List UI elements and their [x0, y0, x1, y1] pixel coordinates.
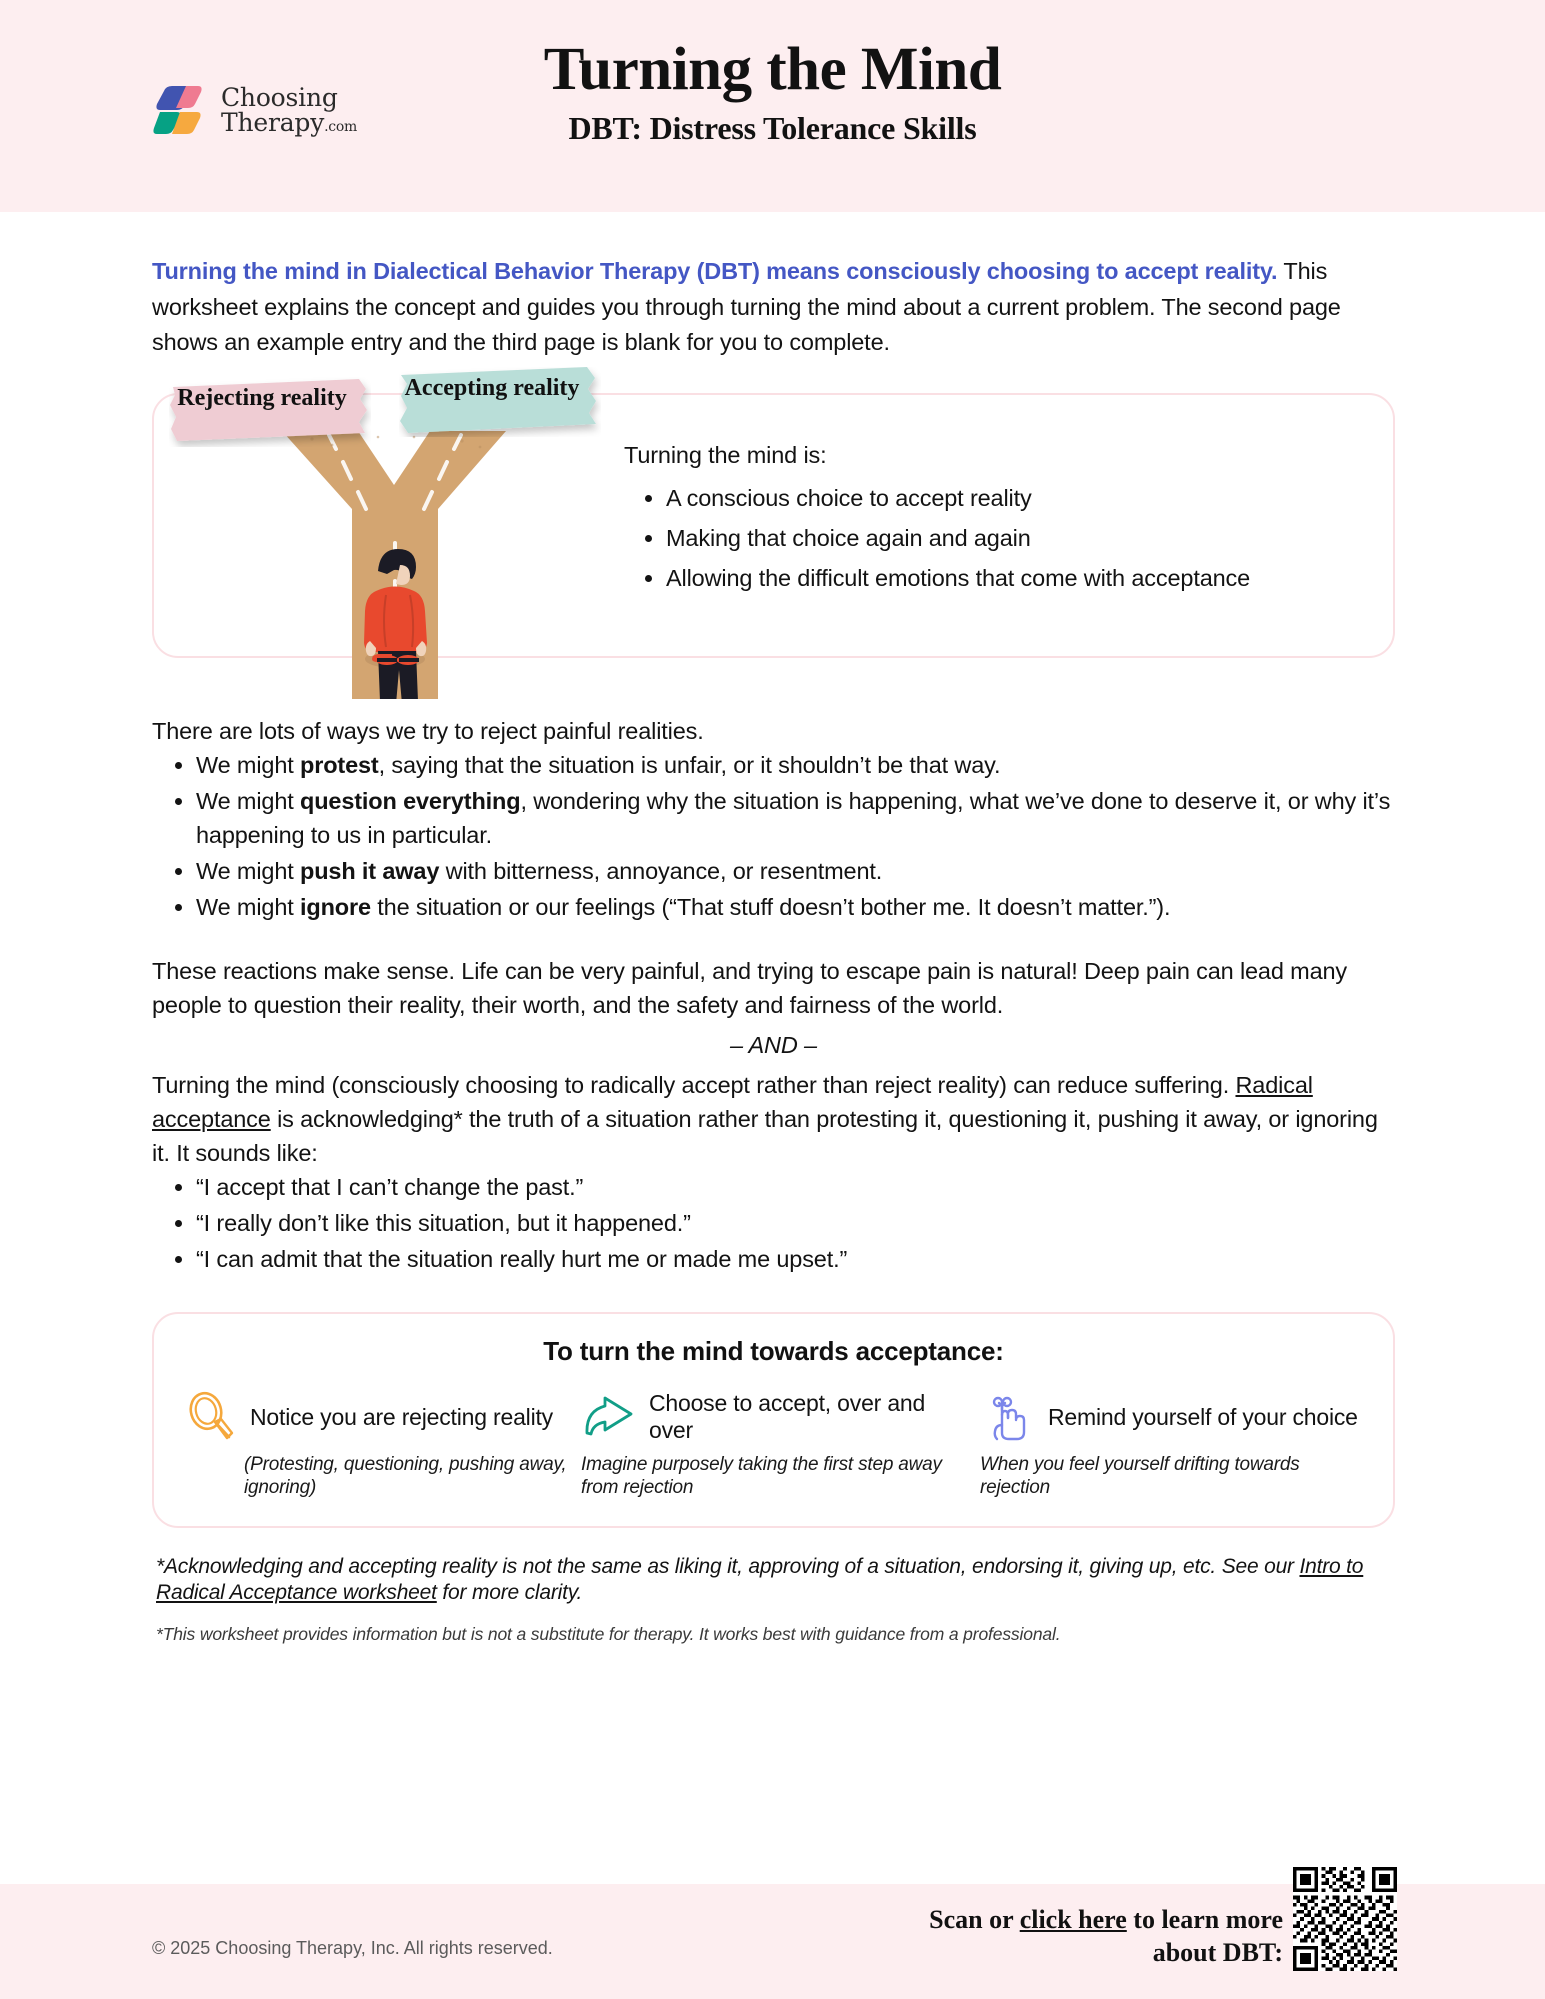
accepting-reality-label-text: Accepting reality	[404, 375, 580, 402]
turn-the-mind-steps-card	[152, 1312, 1395, 1528]
reject-intro-line: There are lots of ways we try to reject painful realities.	[152, 718, 704, 745]
brand-logo-dotcom: .com	[324, 119, 357, 135]
intro-paragraph	[152, 254, 1395, 361]
turning-the-mind-list	[624, 443, 1373, 598]
intro-rest: This worksheet explains the concept and guides you through turning the mind about a current problem. The second page shows an example entry and the third page is blank for you to complete.	[152, 258, 1341, 356]
acknowledging-disclaimer: *Acknowledging and accepting reality is not the same as liking it, approving of a situation, endorsing it, giving up, etc. See our Intro to Radical Acceptance worksheet for more clarity.	[156, 1554, 1364, 1604]
accepting-reality-tape-label	[399, 367, 601, 437]
list-item: • “I really don’t like this situation, but it happened.”	[196, 1206, 1395, 1240]
and-divider: – AND –	[730, 1031, 817, 1058]
radical-acceptance-link[interactable]: Radical acceptance	[152, 1071, 1313, 1132]
copyright-text: © 2025 Choosing Therapy, Inc. All rights reserved.	[152, 1938, 553, 1958]
page-body	[0, 254, 1545, 1645]
scan-line2: about DBT:	[1152, 1937, 1283, 1967]
step-notice	[182, 1389, 567, 1500]
magnifying-glass-icon	[182, 1389, 238, 1445]
list-item: • We might ignore the situation or our feelings (“That stuff doesn’t bother me. It doesn’t matter.”).	[196, 890, 1395, 924]
list-item: • “I can admit that the situation really hurt me or made me upset.”	[196, 1242, 1395, 1276]
step-header	[980, 1389, 1365, 1445]
turning-the-mind-bullets	[666, 479, 1373, 599]
rejecting-reality-tape-label	[169, 377, 371, 447]
scan-line1: Scan or click here to learn more	[929, 1905, 1283, 1934]
brand-logo	[150, 82, 357, 138]
intro-lead: Turning the mind in Dialectical Behavior Therapy (DBT) means consciously choosing to accept reality.	[152, 258, 1278, 284]
brand-logo-line1: Choosing	[221, 83, 338, 112]
scan-callout	[929, 1904, 1283, 1969]
rejecting-reality-label-text: Rejecting reality	[177, 385, 347, 412]
list-item: • Making that choice again and again	[666, 519, 1373, 559]
list-item: • A conscious choice to accept reality	[666, 479, 1373, 519]
turning-paragraph: Turning the mind (consciously choosing to radically accept rather than reject reality) can reduce suffering. Radical acceptance is acknowledging* the truth of a situation rather than protesting it, questioning it, pushing it away, or ignoring it. It sounds like:	[152, 1071, 1378, 1166]
reject-bullets	[196, 748, 1395, 924]
step-remind	[980, 1389, 1365, 1500]
intro-radical-acceptance-link[interactable]: Intro to Radical Acceptance worksheet	[156, 1554, 1364, 1604]
spacer	[152, 927, 1395, 954]
step-label: Notice you are rejecting reality	[250, 1403, 553, 1430]
curved-arrow-icon	[581, 1389, 637, 1445]
finger-string-reminder-icon	[980, 1389, 1036, 1445]
steps-columns	[182, 1389, 1365, 1500]
qr-code[interactable]	[1293, 1867, 1397, 1971]
step-note: (Protesting, questioning, pushing away, ignoring)	[244, 1454, 567, 1498]
step-header	[182, 1389, 567, 1445]
click-here-link[interactable]: click here	[1019, 1905, 1127, 1934]
card-title: To turn the mind towards acceptance:	[543, 1336, 1004, 1367]
page-subtitle: DBT: Distress Tolerance Skills	[568, 110, 977, 147]
list-item: • “I accept that I can’t change the past.”	[196, 1170, 1395, 1204]
brand-logo-text	[221, 85, 357, 135]
sounds-like-bullets	[196, 1170, 1395, 1276]
list-item: • We might protest, saying that the situation is unfair, or it shouldn’t be that way.	[196, 748, 1395, 782]
step-note: When you feel yourself drifting towards rejection	[980, 1454, 1300, 1498]
page-title: Turning the Mind	[543, 36, 1002, 103]
reactions-paragraph: These reactions make sense. Life can be very painful, and trying to escape pain is natural! Deep pain can lead many people to question their reality, their worth, and the safety and fairness of the world.	[152, 957, 1348, 1018]
list-item: • Allowing the difficult emotions that come with acceptance	[666, 559, 1373, 599]
page-header	[0, 0, 1545, 212]
step-choose	[581, 1389, 966, 1500]
list-item: • We might push it away with bitterness, annoyance, or resentment.	[196, 854, 1395, 888]
brand-logo-line2: Therapy.com	[221, 108, 357, 137]
turning-the-mind-panel	[152, 375, 1395, 658]
step-label: Choose to accept, over and over	[649, 1390, 926, 1444]
step-note: Imagine purposely taking the first step away from rejection	[581, 1454, 942, 1498]
therapy-substitute-disclaimer: *This worksheet provides information but is not a substitute for therapy. It works best with guidance from a professional.	[156, 1623, 1061, 1644]
prose-section	[152, 714, 1395, 1276]
choosing-therapy-logo-icon	[150, 82, 208, 138]
list-item: • We might question everything, wondering why the situation is happening, what we’ve done to deserve it, or why it’s happening to us in particular.	[196, 784, 1395, 852]
step-label: Remind yourself of your choice	[1048, 1403, 1358, 1430]
turning-the-mind-heading: Turning the mind is:	[624, 442, 827, 469]
step-header	[581, 1389, 966, 1445]
